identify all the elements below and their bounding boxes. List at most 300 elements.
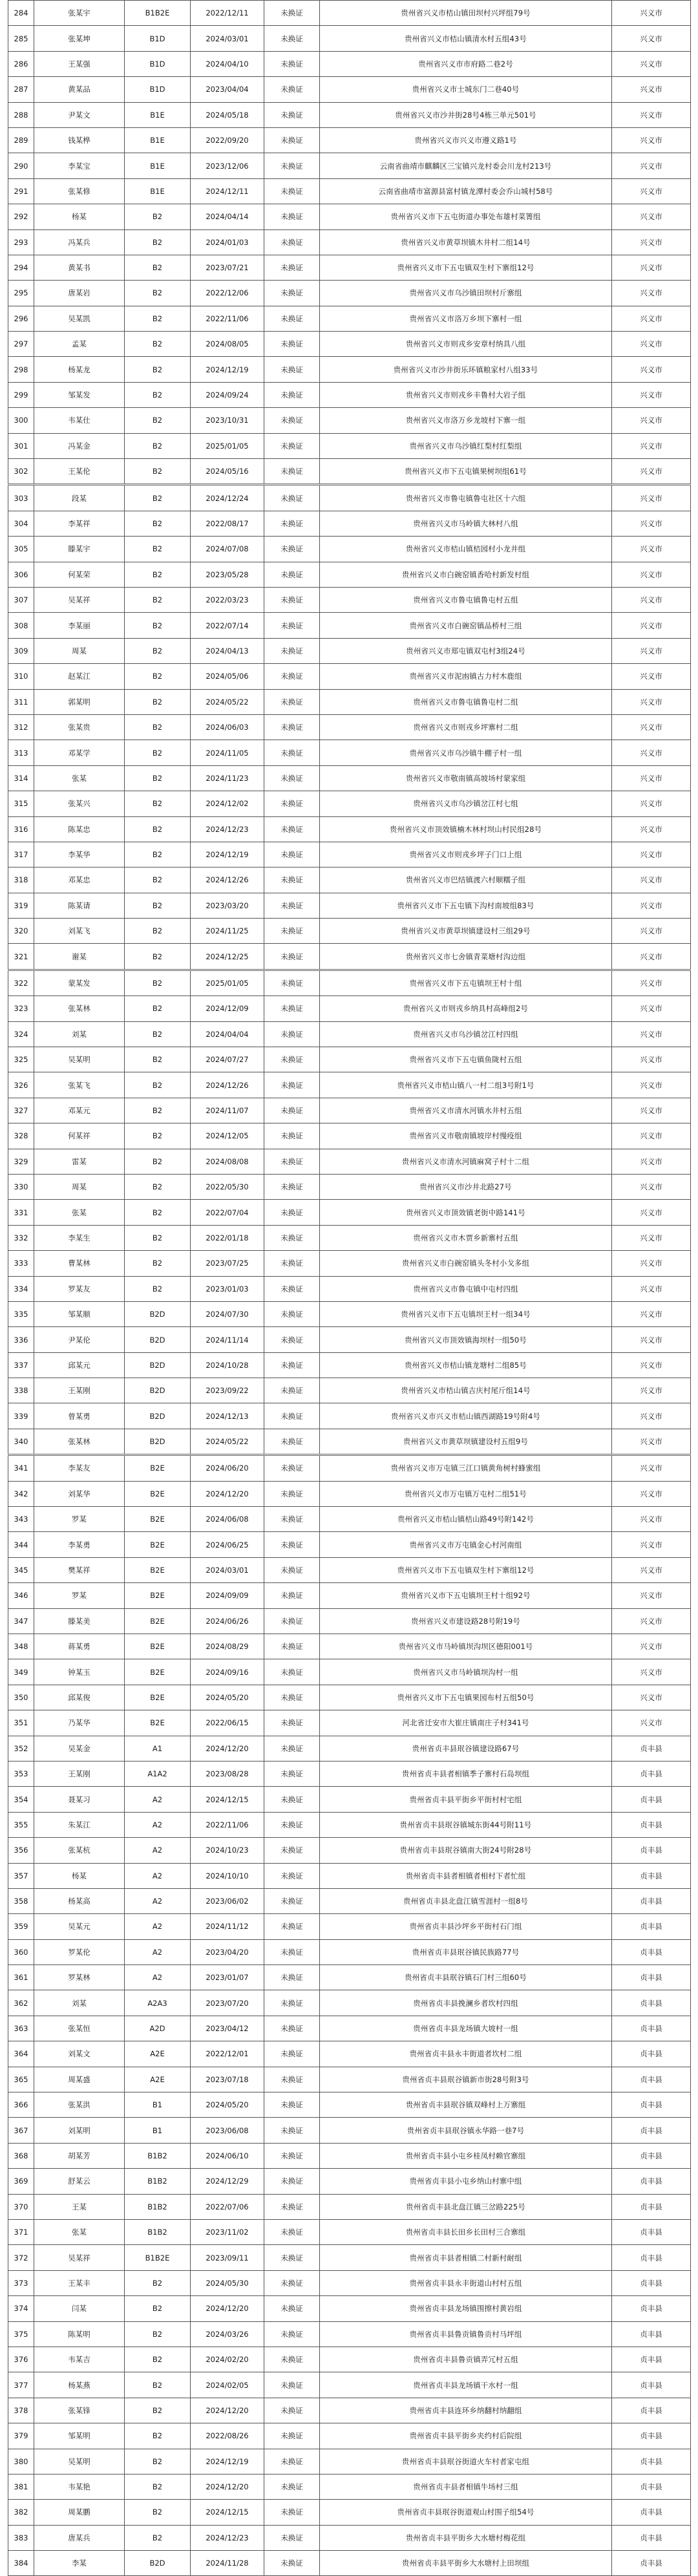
table-row: [8, 281, 691, 306]
holder-name: 谢某: [34, 944, 125, 970]
expiry-date: 2023/01/03: [191, 1276, 264, 1301]
table-row: [8, 1659, 691, 1685]
record-number: 297: [8, 332, 34, 357]
holder-name: 王某: [34, 2194, 125, 2219]
license-class: B2: [125, 357, 191, 382]
renewal-status: 未换证: [264, 1838, 320, 1863]
city-county: 兴义市: [612, 1403, 691, 1429]
expiry-date: 2024/06/20: [191, 1455, 264, 1481]
record-number: 350: [8, 1685, 34, 1710]
city-county: 兴义市: [612, 306, 691, 331]
table-row: [8, 1507, 691, 1532]
holder-name: 张某修: [34, 178, 125, 204]
city-county: 兴义市: [612, 1608, 691, 1634]
expiry-date: 2023/07/25: [191, 1251, 264, 1276]
table-row: [8, 816, 691, 842]
renewal-status: 未换证: [264, 842, 320, 867]
table-row: [8, 2016, 691, 2041]
expiry-date: 2023/07/20: [191, 1990, 264, 2016]
renewal-status: 未换证: [264, 1276, 320, 1301]
holder-name: 张某贵: [34, 714, 125, 740]
holder-name: 乃某华: [34, 1710, 125, 1736]
expiry-date: 2024/07/08: [191, 537, 264, 562]
renewal-status: 未换证: [264, 1608, 320, 1634]
holder-name: 曹某林: [34, 1251, 125, 1276]
expiry-date: 2022/06/15: [191, 1710, 264, 1736]
city-county: 兴义市: [612, 944, 691, 970]
table-row: [8, 587, 691, 612]
holder-address: 贵州省兴义市下五屯镇果园布村五组50号: [320, 1685, 612, 1710]
expiry-date: 2024/05/16: [191, 459, 264, 485]
holder-name: 吴某祥: [34, 2245, 125, 2270]
holder-name: 王某伦: [34, 459, 125, 485]
holder-address: 贵州省兴义市沙井北路27号: [320, 1174, 612, 1199]
record-number: 329: [8, 1149, 34, 1174]
license-class: A2: [125, 1914, 191, 1939]
table-row: [8, 2092, 691, 2118]
renewal-status: 未换证: [264, 1863, 320, 1888]
renewal-status: 未换证: [264, 1507, 320, 1532]
expiry-date: 2022/08/26: [191, 2423, 264, 2449]
holder-name: 胡某芳: [34, 2143, 125, 2168]
table-row: [8, 1149, 691, 1174]
holder-address: 贵州省贞丰县龙场镇干水村一组: [320, 2372, 612, 2398]
holder-address: 贵州省兴义市沙井街乐环镇粮家村八组33号: [320, 357, 612, 382]
expiry-date: 2024/11/25: [191, 919, 264, 944]
table-row: [8, 537, 691, 562]
holder-name: 周某鹏: [34, 2500, 125, 2525]
expiry-date: 2024/07/30: [191, 1301, 264, 1326]
license-class: B2: [125, 433, 191, 458]
holder-address: 贵州省兴义市桔山镇清水村五组43号: [320, 26, 612, 51]
license-class: B2: [125, 944, 191, 970]
record-number: 375: [8, 2321, 34, 2347]
holder-address: 贵州省兴义市桔山镇吉庆村尾斤组14号: [320, 1378, 612, 1403]
holder-address: 贵州省兴义市鲁屯镇鲁屯村二组: [320, 689, 612, 714]
renewal-status: 未换证: [264, 102, 320, 127]
renewal-status: 未换证: [264, 1098, 320, 1123]
table-row: [8, 1863, 691, 1888]
city-county: 兴义市: [612, 1072, 691, 1098]
record-number: 357: [8, 1863, 34, 1888]
city-county: 兴义市: [612, 868, 691, 893]
holder-address: 贵州省兴义市黄草坝镇建设村三组29号: [320, 919, 612, 944]
record-number: 361: [8, 1965, 34, 1990]
table-row: [8, 919, 691, 944]
renewal-status: 未换证: [264, 2092, 320, 2118]
holder-address: 贵州省兴义市白碗窑镇头冬村小戈多组: [320, 1251, 612, 1276]
holder-address: 贵州省兴义市敬南镇坡岸村慢疫组: [320, 1123, 612, 1149]
expiry-date: 2022/01/18: [191, 1225, 264, 1250]
city-county: 兴义市: [612, 664, 691, 689]
record-number: 359: [8, 1914, 34, 1939]
holder-address: 贵州省贞丰县者相镇牛场村三组: [320, 2474, 612, 2499]
renewal-status: 未换证: [264, 1123, 320, 1149]
holder-address: 贵州省兴义市乌沙镇红梨村红梨组: [320, 433, 612, 458]
holder-name: 陈某忠: [34, 816, 125, 842]
record-number: 338: [8, 1378, 34, 1403]
record-number: 303: [8, 485, 34, 511]
holder-name: 周某: [34, 638, 125, 663]
expiry-date: 2023/11/02: [191, 2219, 264, 2244]
license-class: B2: [125, 2423, 191, 2449]
renewal-status: 未换证: [264, 2219, 320, 2244]
record-number: 335: [8, 1301, 34, 1326]
city-county: 兴义市: [612, 204, 691, 229]
table-row: [8, 1352, 691, 1378]
license-class: B2E: [125, 1634, 191, 1659]
expiry-date: 2023/07/18: [191, 2067, 264, 2092]
table-row: [8, 1761, 691, 1786]
holder-name: 邓某元: [34, 1098, 125, 1123]
expiry-date: 2023/04/20: [191, 1939, 264, 1964]
renewal-status: 未换证: [264, 2270, 320, 2295]
holder-name: 王某丰: [34, 2270, 125, 2295]
renewal-status: 未换证: [264, 816, 320, 842]
table-row: [8, 2296, 691, 2321]
expiry-date: 2024/09/24: [191, 382, 264, 407]
city-county: 兴义市: [612, 1327, 691, 1352]
expiry-date: 2024/05/30: [191, 2270, 264, 2295]
renewal-status: 未换证: [264, 127, 320, 153]
holder-address: 贵州省贞丰县鲁贡镇鲁贡村马坪组: [320, 2321, 612, 2347]
renewal-status: 未换证: [264, 1378, 320, 1403]
renewal-status: 未换证: [264, 1327, 320, 1352]
city-county: 贞丰县: [612, 1761, 691, 1786]
holder-address: 贵州省贞丰县连环乡纳翻村纳翻组: [320, 2398, 612, 2423]
license-class: B2: [125, 562, 191, 587]
holder-name: 邓某忠: [34, 868, 125, 893]
city-county: 贞丰县: [612, 1812, 691, 1837]
table-row: [8, 1378, 691, 1403]
holder-address: 贵州省兴义市则戎乡安章村纳具八组: [320, 332, 612, 357]
holder-name: 王某强: [34, 51, 125, 76]
holder-name: 刘某: [34, 1990, 125, 2016]
table-row: [8, 1557, 691, 1582]
record-number: 314: [8, 765, 34, 791]
city-county: 兴义市: [612, 1301, 691, 1326]
city-county: 贞丰县: [612, 1965, 691, 1990]
license-class: A2E: [125, 2067, 191, 2092]
holder-address: 贵州省兴义市士城东门二巷40号: [320, 77, 612, 102]
holder-address: 贵州省兴义市巴结镇渡六村顺糯子组: [320, 868, 612, 893]
record-number: 301: [8, 433, 34, 458]
expiry-date: 2024/01/03: [191, 229, 264, 255]
table-row: [8, 664, 691, 689]
table-row: [8, 2219, 691, 2244]
holder-name: 杨某: [34, 204, 125, 229]
city-county: 兴义市: [612, 459, 691, 485]
renewal-status: 未换证: [264, 153, 320, 178]
city-county: 贞丰县: [612, 2143, 691, 2168]
table-row: [8, 229, 691, 255]
renewal-status: 未换证: [264, 689, 320, 714]
expiry-date: 2024/12/24: [191, 485, 264, 511]
license-class: B2: [125, 332, 191, 357]
record-number: 370: [8, 2194, 34, 2219]
license-class: B1D: [125, 51, 191, 76]
renewal-status: 未换证: [264, 306, 320, 331]
holder-name: 黄某书: [34, 255, 125, 280]
renewal-status: 未换证: [264, 1685, 320, 1710]
record-number: 348: [8, 1634, 34, 1659]
holder-address: 贵州省兴义市沙井街28号4栋三单元501号: [320, 102, 612, 127]
holder-name: 张某兴: [34, 791, 125, 816]
table-row: [8, 51, 691, 76]
record-number: 377: [8, 2372, 34, 2398]
license-class: B2: [125, 1276, 191, 1301]
record-number: 310: [8, 664, 34, 689]
record-number: 372: [8, 2245, 34, 2270]
expiry-date: 2024/12/19: [191, 357, 264, 382]
license-class: B2: [125, 919, 191, 944]
holder-name: 杨某龙: [34, 357, 125, 382]
expiry-date: 2024/05/06: [191, 664, 264, 689]
license-class: A2A3: [125, 1990, 191, 2016]
renewal-status: 未换证: [264, 281, 320, 306]
table-row: [8, 1608, 691, 1634]
city-county: 兴义市: [612, 332, 691, 357]
license-class: A2: [125, 1863, 191, 1888]
expiry-date: 2025/01/05: [191, 433, 264, 458]
record-number: 384: [8, 2551, 34, 2576]
city-county: 兴义市: [612, 970, 691, 995]
table-row: [8, 689, 691, 714]
license-class: B2: [125, 2525, 191, 2550]
renewal-status: 未换证: [264, 765, 320, 791]
record-number: 365: [8, 2067, 34, 2092]
holder-name: 吴某明: [34, 1047, 125, 1072]
holder-name: 刘某文: [34, 2041, 125, 2067]
renewal-status: 未换证: [264, 1149, 320, 1174]
city-county: 兴义市: [612, 816, 691, 842]
expiry-date: 2024/11/05: [191, 740, 264, 765]
holder-address: 贵州省贞丰县鲁贡镇弄冗村五组: [320, 2347, 612, 2372]
holder-address: 贵州省贞丰县小屯乡桂凤村赖官寨组: [320, 2143, 612, 2168]
table-row: [8, 153, 691, 178]
license-class: B2: [125, 587, 191, 612]
expiry-date: 2022/07/14: [191, 613, 264, 638]
table-row: [8, 1888, 691, 1913]
renewal-status: 未换证: [264, 1352, 320, 1378]
record-number: 356: [8, 1838, 34, 1863]
record-number: 381: [8, 2474, 34, 2499]
renewal-status: 未换证: [264, 919, 320, 944]
record-number: 324: [8, 1021, 34, 1047]
holder-address: 贵州省贞丰县挽澜乡者坎村四组: [320, 1990, 612, 2016]
records-table: [8, 0, 691, 2576]
renewal-status: 未换证: [264, 2194, 320, 2219]
expiry-date: 2024/12/02: [191, 791, 264, 816]
table-row: [8, 1301, 691, 1326]
renewal-status: 未换证: [264, 996, 320, 1021]
renewal-status: 未换证: [264, 1812, 320, 1837]
renewal-status: 未换证: [264, 2551, 320, 2576]
expiry-date: 2022/07/06: [191, 2194, 264, 2219]
holder-name: 邱某元: [34, 1352, 125, 1378]
renewal-status: 未换证: [264, 2118, 320, 2143]
table-row: [8, 357, 691, 382]
renewal-status: 未换证: [264, 1761, 320, 1786]
city-county: 贞丰县: [612, 1736, 691, 1761]
record-number: 311: [8, 689, 34, 714]
holder-address: 贵州省贞丰县平街乡夹约村后院组: [320, 2423, 612, 2449]
table-row: [8, 77, 691, 102]
holder-name: 钱某桦: [34, 127, 125, 153]
license-class: A1: [125, 1736, 191, 1761]
record-number: 330: [8, 1174, 34, 1199]
holder-address: 贵州省贞丰县珉谷镇民族路77号: [320, 1939, 612, 1964]
table-row: [8, 638, 691, 663]
expiry-date: 2023/08/28: [191, 1761, 264, 1786]
renewal-status: 未换证: [264, 1200, 320, 1225]
record-number: 331: [8, 1200, 34, 1225]
record-number: 332: [8, 1225, 34, 1250]
city-county: 贞丰县: [612, 2372, 691, 2398]
table-row: [8, 1021, 691, 1047]
expiry-date: 2024/03/01: [191, 26, 264, 51]
holder-address: 贵州省兴义市乌沙镇岔江村四组: [320, 1021, 612, 1047]
expiry-date: 2024/11/12: [191, 1914, 264, 1939]
city-county: 兴义市: [612, 178, 691, 204]
holder-address: 贵州省兴义市则戎乡丰鲁村大岩子组: [320, 382, 612, 407]
license-class: B2E: [125, 1583, 191, 1608]
holder-name: 李某祥: [34, 511, 125, 536]
table-row: [8, 408, 691, 433]
holder-address: 贵州省贞丰县北盘江镇雪涯村一组8号: [320, 1888, 612, 1913]
city-county: 贞丰县: [612, 1863, 691, 1888]
table-row: [8, 1481, 691, 1506]
license-class: B2: [125, 1047, 191, 1072]
renewal-status: 未换证: [264, 1990, 320, 2016]
holder-address: 贵州省贞丰县珉谷镇双峰村上万寨组: [320, 2092, 612, 2118]
holder-name: 张某: [34, 1200, 125, 1225]
table-row: [8, 102, 691, 127]
license-class: B2: [125, 511, 191, 536]
expiry-date: 2024/12/15: [191, 2500, 264, 2525]
holder-address: 贵州省兴义市下五屯街道办事处布雄村菜箐组: [320, 204, 612, 229]
holder-name: 邓某学: [34, 740, 125, 765]
expiry-date: 2024/05/20: [191, 2092, 264, 2118]
license-class: B2: [125, 2398, 191, 2423]
expiry-date: 2024/12/09: [191, 996, 264, 1021]
expiry-date: 2024/12/19: [191, 842, 264, 867]
city-county: 兴义市: [612, 996, 691, 1021]
city-county: 兴义市: [612, 1021, 691, 1047]
table-row: [8, 2194, 691, 2219]
city-county: 兴义市: [612, 740, 691, 765]
expiry-date: 2023/09/22: [191, 1378, 264, 1403]
city-county: 贞丰县: [612, 2270, 691, 2295]
holder-address: 贵州省兴义市万屯镇万屯村二组51号: [320, 1481, 612, 1506]
holder-name: 杨某燕: [34, 2372, 125, 2398]
expiry-date: 2024/10/10: [191, 1863, 264, 1888]
license-class: B2: [125, 1098, 191, 1123]
record-number: 288: [8, 102, 34, 127]
record-number: 327: [8, 1098, 34, 1123]
table-row: [8, 2169, 691, 2194]
record-number: 354: [8, 1787, 34, 1812]
city-county: 贞丰县: [612, 2067, 691, 2092]
table-row: [8, 382, 691, 407]
record-number: 373: [8, 2270, 34, 2295]
city-county: 兴义市: [612, 1149, 691, 1174]
renewal-status: 未换证: [264, 537, 320, 562]
expiry-date: 2024/08/29: [191, 1634, 264, 1659]
city-county: 兴义市: [612, 842, 691, 867]
holder-name: 邹某顺: [34, 1301, 125, 1326]
expiry-date: 2024/11/28: [191, 2551, 264, 2576]
record-number: 304: [8, 511, 34, 536]
license-class: B2E: [125, 1557, 191, 1582]
table-row: [8, 255, 691, 280]
city-county: 贞丰县: [612, 1888, 691, 1913]
city-county: 兴义市: [612, 1200, 691, 1225]
city-county: 兴义市: [612, 1174, 691, 1199]
table-row: [8, 1838, 691, 1863]
city-county: 贞丰县: [612, 1838, 691, 1863]
holder-address: 贵州省兴义市下五屯镇果树坝组61号: [320, 459, 612, 485]
license-class: A2: [125, 1888, 191, 1913]
license-class: B2E: [125, 1659, 191, 1685]
table-row: [8, 2500, 691, 2525]
holder-address: 贵州省兴义市清水河镇麻窝子村十二组: [320, 1149, 612, 1174]
holder-address: 贵州省贞丰县珉谷镇城东街44号附11号: [320, 1812, 612, 1837]
expiry-date: 2024/12/29: [191, 2169, 264, 2194]
city-county: 兴义市: [612, 1532, 691, 1557]
license-class: B2: [125, 2321, 191, 2347]
record-number: 300: [8, 408, 34, 433]
city-county: 兴义市: [612, 613, 691, 638]
expiry-date: 2022/11/06: [191, 306, 264, 331]
license-class: B2: [125, 204, 191, 229]
table-row: [8, 2474, 691, 2499]
record-number: 317: [8, 842, 34, 867]
renewal-status: 未换证: [264, 2321, 320, 2347]
holder-address: 贵州省贞丰县平街乡大水塘村上田坝组: [320, 2551, 612, 2576]
record-number: 343: [8, 1507, 34, 1532]
city-county: 贞丰县: [612, 2423, 691, 2449]
renewal-status: 未换证: [264, 1481, 320, 1506]
table-row: [8, 1098, 691, 1123]
record-number: 360: [8, 1939, 34, 1964]
record-number: 366: [8, 2092, 34, 2118]
renewal-status: 未换证: [264, 382, 320, 407]
expiry-date: 2024/12/20: [191, 1736, 264, 1761]
expiry-date: 2024/10/28: [191, 1352, 264, 1378]
holder-name: 聂某习: [34, 1787, 125, 1812]
expiry-date: 2022/12/11: [191, 1, 264, 26]
expiry-date: 2024/03/01: [191, 1557, 264, 1582]
city-county: 兴义市: [612, 1123, 691, 1149]
record-number: 284: [8, 1, 34, 26]
holder-name: 何某祥: [34, 1123, 125, 1149]
holder-address: 贵州省兴义市顶效镇老街中路141号: [320, 1200, 612, 1225]
holder-name: 刘某飞: [34, 919, 125, 944]
renewal-status: 未换证: [264, 2474, 320, 2499]
holder-address: 贵州省贞丰县平街乡平街村村宅组: [320, 1787, 612, 1812]
license-class: B2: [125, 816, 191, 842]
license-class: B2: [125, 2449, 191, 2474]
table-row: [8, 1429, 691, 1454]
holder-address: 贵州省贞丰县珉谷镇永华路一巷7号: [320, 2118, 612, 2143]
renewal-status: 未换证: [264, 2372, 320, 2398]
renewal-status: 未换证: [264, 1047, 320, 1072]
renewal-status: 未换证: [264, 1455, 320, 1481]
record-number: 344: [8, 1532, 34, 1557]
table-row: [8, 2372, 691, 2398]
table-row: [8, 1685, 691, 1710]
